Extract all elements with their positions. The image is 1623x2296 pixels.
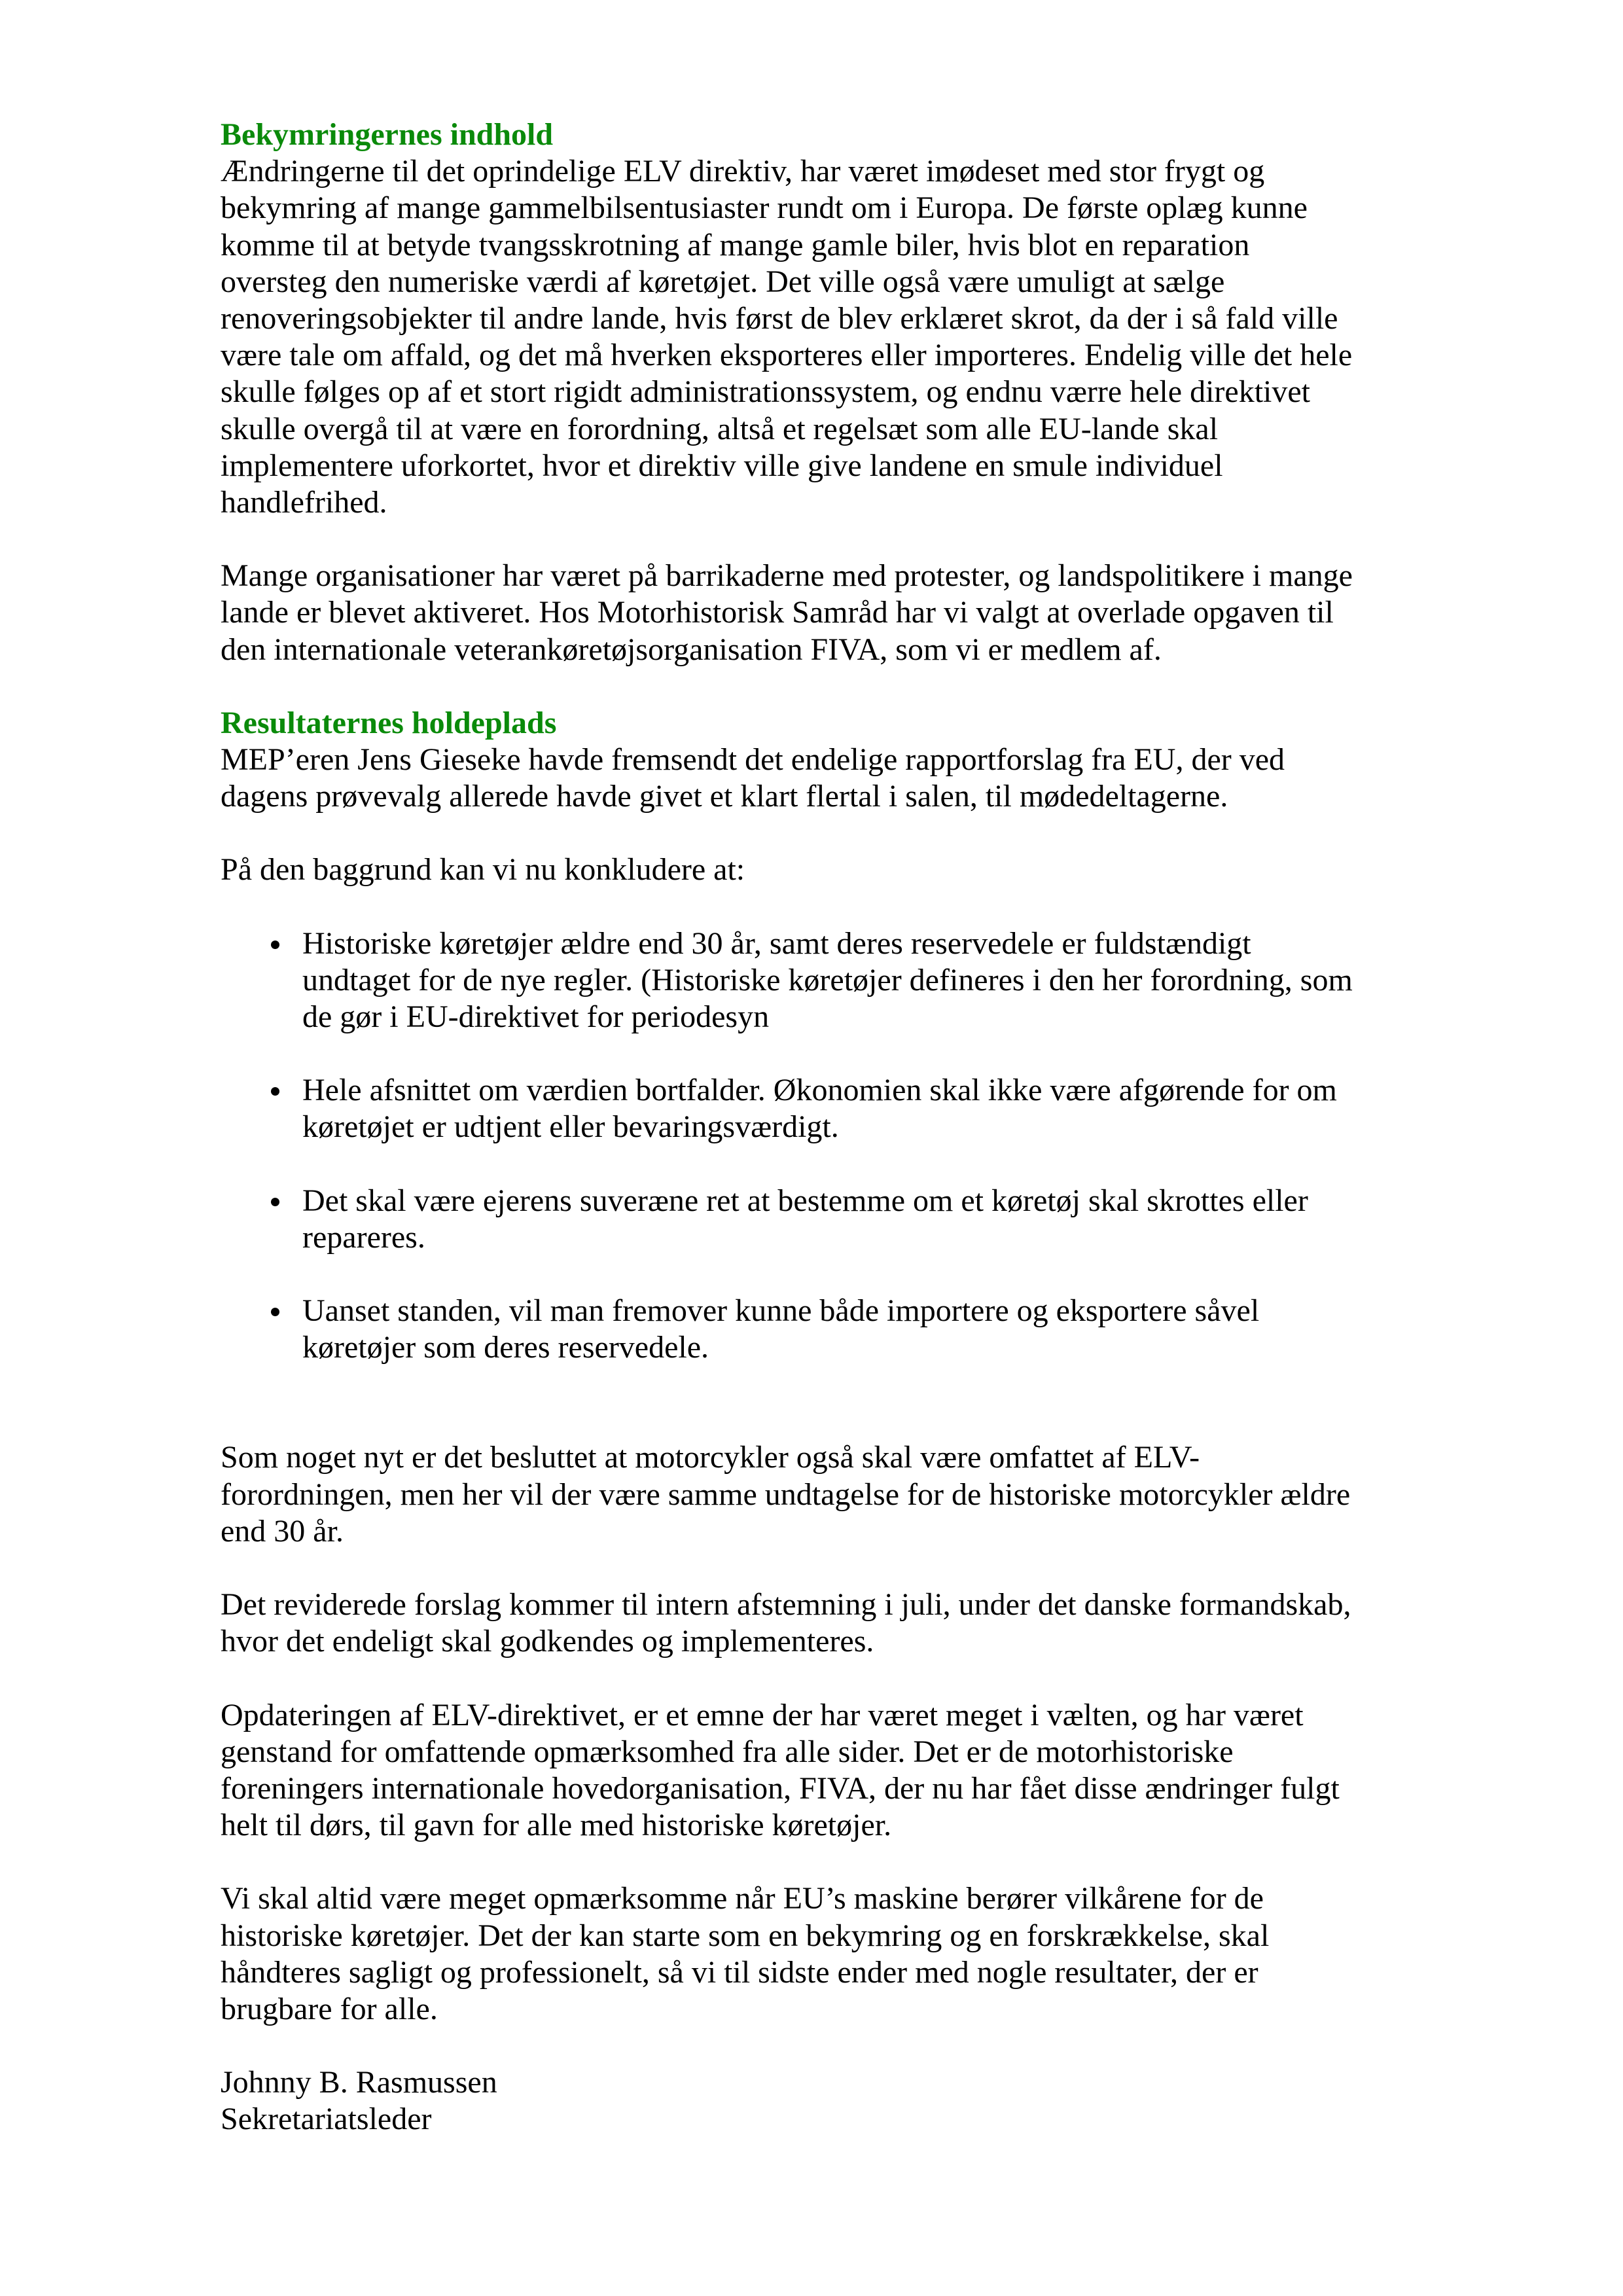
text-line: Uanset standen, vil man fremover kunne både importere og eksportere såvel xyxy=(302,1293,1260,1329)
spacer xyxy=(221,1844,1418,1880)
text-line: Vi skal altid være meget opmærksomme når EU’s maskine berører vilkårene for de xyxy=(221,1881,1264,1916)
bullet-icon xyxy=(271,1198,279,1206)
text-line: køretøjer som deres reservedele. xyxy=(302,1330,709,1365)
paragraph-mep xyxy=(221,742,1418,815)
paragraph-motorcycles xyxy=(221,1439,1418,1550)
text-line: brugbare for alle. xyxy=(221,1991,438,2026)
text-line: end 30 år. xyxy=(221,1513,344,1549)
text-line: historiske køretøjer. Det der kan starte som en bekymring og en forskrækkelse, skal xyxy=(221,1918,1270,1953)
heading-resultater: Resultaternes holdeplads xyxy=(221,705,557,740)
text-line: Som noget nyt er det besluttet at motorcykler også skal være omfattet af ELV- xyxy=(221,1440,1200,1475)
spacer xyxy=(221,815,1418,852)
list-item xyxy=(221,925,1418,1036)
text-line: dagens prøvevalg allerede havde givet et klart flertal i salen, til mødedeltagerne. xyxy=(221,779,1228,814)
heading-bekymringer: Bekymringernes indhold xyxy=(221,117,554,152)
paragraph-conclusion-intro: På den baggrund kan vi nu konkludere at: xyxy=(221,852,745,888)
text-line: håndteres sagligt og professionelt, så vi til sidste ender med nogle resultater, der er xyxy=(221,1954,1258,1990)
text-line: helt til dørs, til gavn for alle med historiske køretøjer. xyxy=(221,1808,892,1843)
list-item xyxy=(221,1293,1418,1366)
text-line: foreningers internationale hovedorganisation, FIVA, der nu har fået disse ændringer fulgt xyxy=(221,1770,1340,1806)
paragraph-attention xyxy=(221,1880,1418,2028)
text-line: oversteg den numeriske værdi af køretøjet. Det ville også være umuligt at sælge xyxy=(221,264,1225,299)
spacer xyxy=(221,521,1418,558)
text-line: Det skal være ejerens suveræne ret at bestemme om et køretøj skal skrottes eller xyxy=(302,1183,1308,1218)
paragraph-intro xyxy=(221,153,1418,521)
text-line: Hele afsnittet om værdien bortfalder. Økonomien skal ikke være afgørende for om xyxy=(302,1073,1337,1108)
text-line: Opdateringen af ELV-direktivet, er et emne der har været meget i vælten, og har været xyxy=(221,1697,1304,1732)
text-line: forordningen, men her vil der være samme undtagelse for de historiske motorcykler ældre xyxy=(221,1477,1351,1512)
document-page xyxy=(221,117,1418,2138)
spacer xyxy=(221,668,1418,705)
bullet-icon xyxy=(271,941,279,949)
text-line: skulle overgå til at være en forordning, altså et regelsæt som alle EU-lande skal xyxy=(221,411,1219,446)
list-item xyxy=(221,1183,1418,1256)
spacer xyxy=(221,1550,1418,1587)
text-line: komme til at betyde tvangsskrotning af mange gamle biler, hvis blot en reparation xyxy=(221,227,1250,262)
text-line: implementere uforkortet, hvor et direktiv ville give landene en smule individuel xyxy=(221,448,1223,483)
text-line: handlefrihed. xyxy=(221,485,387,520)
signature-block xyxy=(221,2064,1418,2138)
list-item xyxy=(221,1072,1418,1145)
text-line: genstand for omfattende opmærksomhed fra alle sider. Det er de motorhistoriske xyxy=(221,1734,1234,1769)
spacer xyxy=(221,889,1418,925)
spacer xyxy=(221,1660,1418,1697)
text-line: bekymring af mange gammelbilsentusiaster rundt om i Europa. De første oplæg kunne xyxy=(221,190,1308,226)
text-line: være tale om affald, og det må hverken eksporteres eller importeres. Endelig ville det hele xyxy=(221,338,1353,373)
text-line: renoveringsobjekter til andre lande, hvis først de blev erklæret skrot, da der i så fald ville xyxy=(221,301,1338,336)
text-line: hvor det endeligt skal godkendes og implementeres. xyxy=(221,1624,874,1659)
text-line: lande er blevet aktiveret. Hos Motorhistorisk Samråd har vi valgt at overlade opgaven til xyxy=(221,595,1334,630)
paragraph-update xyxy=(221,1697,1418,1844)
text-line: repareres. xyxy=(302,1219,425,1255)
text-line: den internationale veterankøretøjsorganisation FIVA, som vi er medlem af. xyxy=(221,632,1162,667)
text-line: Historiske køretøjer ældre end 30 år, samt deres reservedele er fuldstændigt xyxy=(302,925,1251,961)
conclusion-list xyxy=(221,925,1418,1367)
spacer xyxy=(221,1366,1418,1439)
text-line: de gør i EU-direktivet for periodesyn xyxy=(302,999,770,1035)
paragraph-vote xyxy=(221,1587,1418,1660)
text-line: Mange organisationer har været på barrikaderne med protester, og landspolitikere i mange xyxy=(221,558,1353,594)
text-line: skulle følges op af et stort rigidt administrationssystem, og endnu værre hele direktivet xyxy=(221,374,1310,410)
signature-title: Sekretariatsleder xyxy=(221,2102,432,2137)
signature-name: Johnny B. Rasmussen xyxy=(221,2065,497,2100)
text-line: MEP’eren Jens Gieseke havde fremsendt det endelige rapportforslag fra EU, der ved xyxy=(221,742,1285,778)
text-line: undtaget for de nye regler. (Historiske køretøjer defineres i den her forordning, som xyxy=(302,962,1353,997)
text-line: Ændringerne til det oprindelige ELV direktiv, har været imødeset med stor frygt og xyxy=(221,154,1265,189)
text-line: Det reviderede forslag kommer til intern afstemning i juli, under det danske formandskab, xyxy=(221,1587,1351,1623)
bullet-icon xyxy=(271,1308,279,1316)
bullet-icon xyxy=(271,1087,279,1096)
spacer xyxy=(221,2028,1418,2064)
paragraph-organisations xyxy=(221,558,1418,668)
text-line: køretøjet er udtjent eller bevaringsværdigt. xyxy=(302,1109,839,1145)
